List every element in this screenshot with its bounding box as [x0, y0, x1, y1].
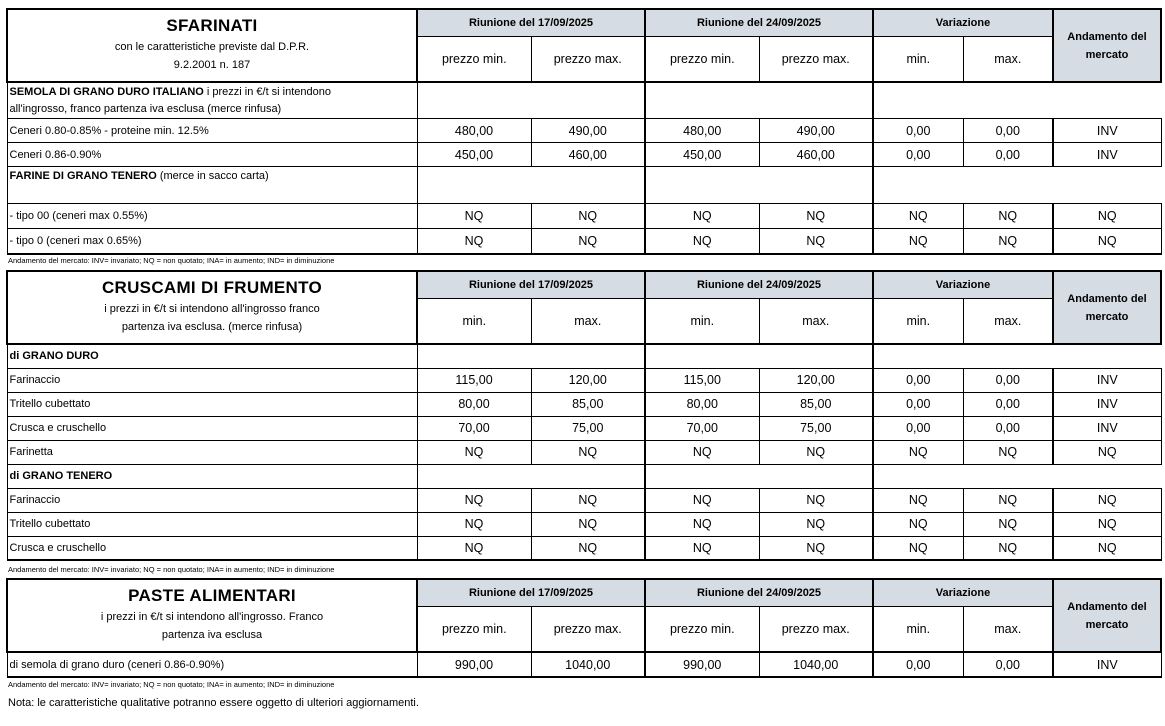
cell-value: NQ: [873, 512, 963, 536]
col-var-max: max.: [963, 606, 1053, 652]
row-label: di semola di grano duro (ceneri 0.86-0.90%): [7, 652, 417, 677]
cell-value: NQ: [873, 440, 963, 464]
cell-value: 1040,00: [759, 652, 873, 677]
row-label: Tritello cubettato: [7, 512, 417, 536]
market-legend: Andamento del mercato: INV= invariato; NQ = non quotato; INA= in aumento; IND= in diminuzione: [8, 680, 335, 689]
cell-value: 120,00: [759, 368, 873, 392]
meeting1-header: Riunione del 17/09/2025: [417, 9, 645, 36]
cell-value: 0,00: [963, 119, 1053, 143]
cell-value: NQ: [645, 512, 759, 536]
cell-value: 450,00: [417, 143, 531, 167]
cell-value: 480,00: [645, 119, 759, 143]
paste-desc-line2: partenza iva esclusa: [161, 629, 263, 641]
sfarinati-table: [6, 8, 1162, 255]
cell-value: NQ: [873, 204, 963, 229]
cell-value: 0,00: [873, 119, 963, 143]
cell-value: 115,00: [417, 368, 531, 392]
table-row: [7, 143, 1161, 167]
col-price-min: prezzo min.: [417, 606, 531, 652]
cell-value: 1040,00: [531, 652, 645, 677]
empty-cell: [417, 344, 645, 368]
category-semola-title: SEMOLA DI GRANO DURO ITALIANO: [9, 86, 204, 98]
category-grano-duro: di GRANO DURO: [7, 344, 417, 368]
col-min: min.: [417, 298, 531, 344]
cell-value: NQ: [531, 536, 645, 560]
col-min: min.: [645, 298, 759, 344]
table-row: [7, 440, 1161, 464]
empty-cell: [417, 82, 645, 119]
market-header: Andamento del mercato: [1053, 9, 1161, 82]
meeting2-header: Riunione del 24/09/2025: [645, 271, 873, 298]
market-trend: INV: [1053, 416, 1161, 440]
cell-value: 80,00: [645, 392, 759, 416]
market-header: Andamento del mercato: [1053, 271, 1161, 344]
cell-value: NQ: [963, 512, 1053, 536]
cell-value: NQ: [645, 536, 759, 560]
cruscami-title-cell: [7, 271, 417, 344]
table-row: [7, 512, 1161, 536]
market-trend: NQ: [1053, 512, 1161, 536]
market-trend: INV: [1053, 652, 1161, 677]
table-row: [7, 204, 1161, 229]
cell-value: NQ: [963, 536, 1053, 560]
cell-value: 75,00: [531, 416, 645, 440]
sfarinati-title-cell: [7, 9, 417, 82]
market-trend: NQ: [1053, 440, 1161, 464]
cell-value: 990,00: [417, 652, 531, 677]
cell-value: 120,00: [531, 368, 645, 392]
row-label: Tritello cubettato: [7, 392, 417, 416]
market-trend: NQ: [1053, 229, 1161, 254]
category-farine: [7, 167, 417, 204]
empty-cell: [417, 167, 645, 204]
cell-value: 0,00: [963, 368, 1053, 392]
col-var-max: max.: [963, 36, 1053, 82]
market-trend: INV: [1053, 119, 1161, 143]
table-row: [7, 392, 1161, 416]
col-price-max: prezzo max.: [759, 606, 873, 652]
category-semola: [7, 82, 417, 119]
paste-title-cell: [7, 579, 417, 652]
sfarinati-desc-line2: 9.2.2001 n. 187: [173, 59, 251, 71]
table-row: [7, 119, 1161, 143]
table-row: [7, 368, 1161, 392]
cell-value: NQ: [645, 204, 759, 229]
cell-value: NQ: [531, 488, 645, 512]
cell-value: 450,00: [645, 143, 759, 167]
cell-value: NQ: [531, 512, 645, 536]
paste-desc-line1: i prezzi in €/t si intendono all'ingrosso. Franco: [100, 611, 324, 623]
col-price-max: prezzo max.: [531, 36, 645, 82]
market-legend: Andamento del mercato: INV= invariato; NQ = non quotato; INA= in aumento; IND= in diminuzione: [8, 565, 335, 574]
empty-cell: [873, 82, 1161, 119]
cell-value: NQ: [417, 440, 531, 464]
cell-value: NQ: [531, 440, 645, 464]
cell-value: 0,00: [963, 416, 1053, 440]
cell-value: NQ: [759, 488, 873, 512]
market-header: Andamento del mercato: [1053, 579, 1161, 652]
empty-cell: [873, 167, 1161, 204]
row-label: Farinaccio: [7, 488, 417, 512]
cell-value: NQ: [963, 204, 1053, 229]
col-price-min: prezzo min.: [645, 606, 759, 652]
cell-value: 490,00: [531, 119, 645, 143]
market-trend: INV: [1053, 143, 1161, 167]
cell-value: 0,00: [873, 143, 963, 167]
meeting1-header: Riunione del 17/09/2025: [417, 271, 645, 298]
cell-value: 0,00: [873, 368, 963, 392]
cell-value: NQ: [417, 229, 531, 254]
paste-title: PASTE ALIMENTARI: [128, 586, 296, 605]
sfarinati-desc-line1: con le caratteristiche previste dal D.P.R.: [114, 41, 310, 53]
table-row: [7, 488, 1161, 512]
cell-value: 0,00: [963, 652, 1053, 677]
variation-header: Variazione: [873, 9, 1053, 36]
cell-value: NQ: [417, 204, 531, 229]
col-price-max: prezzo max.: [531, 606, 645, 652]
row-label: - tipo 00 (ceneri max 0.55%): [7, 204, 417, 229]
cell-value: NQ: [963, 440, 1053, 464]
cell-value: 0,00: [963, 392, 1053, 416]
table-row: [7, 536, 1161, 560]
cell-value: NQ: [759, 512, 873, 536]
col-price-min: prezzo min.: [645, 36, 759, 82]
row-label: Ceneri 0.86-0.90%: [7, 143, 417, 167]
market-trend: NQ: [1053, 204, 1161, 229]
cell-value: NQ: [759, 204, 873, 229]
cell-value: 80,00: [417, 392, 531, 416]
table-row: [7, 416, 1161, 440]
empty-cell: [645, 167, 873, 204]
cell-value: NQ: [531, 204, 645, 229]
cell-value: 70,00: [417, 416, 531, 440]
meeting2-header: Riunione del 24/09/2025: [645, 579, 873, 606]
paste-table: [6, 578, 1162, 678]
col-max: max.: [531, 298, 645, 344]
cell-value: NQ: [759, 440, 873, 464]
category-farine-rest: (merce in sacco carta): [156, 170, 269, 182]
cell-value: NQ: [873, 536, 963, 560]
empty-cell: [645, 464, 873, 488]
variation-header: Variazione: [873, 579, 1053, 606]
empty-cell: [873, 464, 1161, 488]
cell-value: NQ: [963, 488, 1053, 512]
cruscami-title: CRUSCAMI DI FRUMENTO: [101, 278, 323, 297]
empty-cell: [873, 344, 1161, 368]
market-trend: INV: [1053, 392, 1161, 416]
sfarinati-title: SFARINATI: [166, 16, 258, 35]
cruscami-table: [6, 270, 1162, 561]
footnote: Nota: le caratteristiche qualitative potranno essere oggetto di ulteriori aggiornamenti.: [8, 697, 419, 709]
market-trend: NQ: [1053, 536, 1161, 560]
cell-value: 0,00: [873, 392, 963, 416]
col-var-min: min.: [873, 606, 963, 652]
cell-value: NQ: [531, 229, 645, 254]
sfarinati-section: [6, 8, 1160, 255]
cell-value: 990,00: [645, 652, 759, 677]
row-label: Crusca e cruschello: [7, 536, 417, 560]
cell-value: NQ: [645, 440, 759, 464]
row-label: Farinaccio: [7, 368, 417, 392]
cell-value: 0,00: [873, 416, 963, 440]
table-row: [7, 652, 1161, 677]
cell-value: NQ: [873, 488, 963, 512]
cell-value: NQ: [645, 488, 759, 512]
cell-value: 0,00: [963, 143, 1053, 167]
cruscami-desc-line2: partenza iva esclusa. (merce rinfusa): [121, 321, 303, 333]
cell-value: 0,00: [873, 652, 963, 677]
cell-value: 460,00: [759, 143, 873, 167]
empty-cell: [645, 82, 873, 119]
variation-header: Variazione: [873, 271, 1053, 298]
cell-value: NQ: [417, 512, 531, 536]
cruscami-section: [6, 270, 1160, 561]
cell-value: 75,00: [759, 416, 873, 440]
col-var-min: min.: [873, 36, 963, 82]
table-row: [7, 229, 1161, 254]
empty-cell: [417, 464, 645, 488]
cell-value: 460,00: [531, 143, 645, 167]
meeting2-header: Riunione del 24/09/2025: [645, 9, 873, 36]
cell-value: 70,00: [645, 416, 759, 440]
cell-value: 85,00: [531, 392, 645, 416]
cell-value: NQ: [873, 229, 963, 254]
cell-value: NQ: [645, 229, 759, 254]
row-label: - tipo 0 (ceneri max 0.65%): [7, 229, 417, 254]
market-trend: NQ: [1053, 488, 1161, 512]
cell-value: 480,00: [417, 119, 531, 143]
cell-value: NQ: [759, 229, 873, 254]
category-grano-tenero: di GRANO TENERO: [7, 464, 417, 488]
cell-value: 115,00: [645, 368, 759, 392]
cell-value: NQ: [417, 488, 531, 512]
market-trend: INV: [1053, 368, 1161, 392]
row-label: Ceneri 0.80-0.85% - proteine min. 12.5%: [7, 119, 417, 143]
market-legend: Andamento del mercato: INV= invariato; NQ = non quotato; INA= in aumento; IND= in diminuzione: [8, 256, 335, 265]
category-farine-title: FARINE DI GRANO TENERO: [9, 170, 157, 182]
meeting1-header: Riunione del 17/09/2025: [417, 579, 645, 606]
row-label: Crusca e cruschello: [7, 416, 417, 440]
cell-value: NQ: [759, 536, 873, 560]
row-label: Farinetta: [7, 440, 417, 464]
col-price-min: prezzo min.: [417, 36, 531, 82]
category-semola-line2: all'ingrosso, franco partenza iva esclusa (merce rinfusa): [9, 103, 282, 115]
col-price-max: prezzo max.: [759, 36, 873, 82]
paste-section: [6, 578, 1160, 678]
cell-value: NQ: [417, 536, 531, 560]
cell-value: 85,00: [759, 392, 873, 416]
cell-value: NQ: [963, 229, 1053, 254]
col-var-max: max.: [963, 298, 1053, 344]
empty-cell: [645, 344, 873, 368]
col-max: max.: [759, 298, 873, 344]
cruscami-desc-line1: i prezzi in €/t si intendono all'ingrosso franco: [104, 303, 320, 315]
category-semola-rest: i prezzi in €/t si intendono: [203, 86, 332, 98]
cell-value: 490,00: [759, 119, 873, 143]
col-var-min: min.: [873, 298, 963, 344]
